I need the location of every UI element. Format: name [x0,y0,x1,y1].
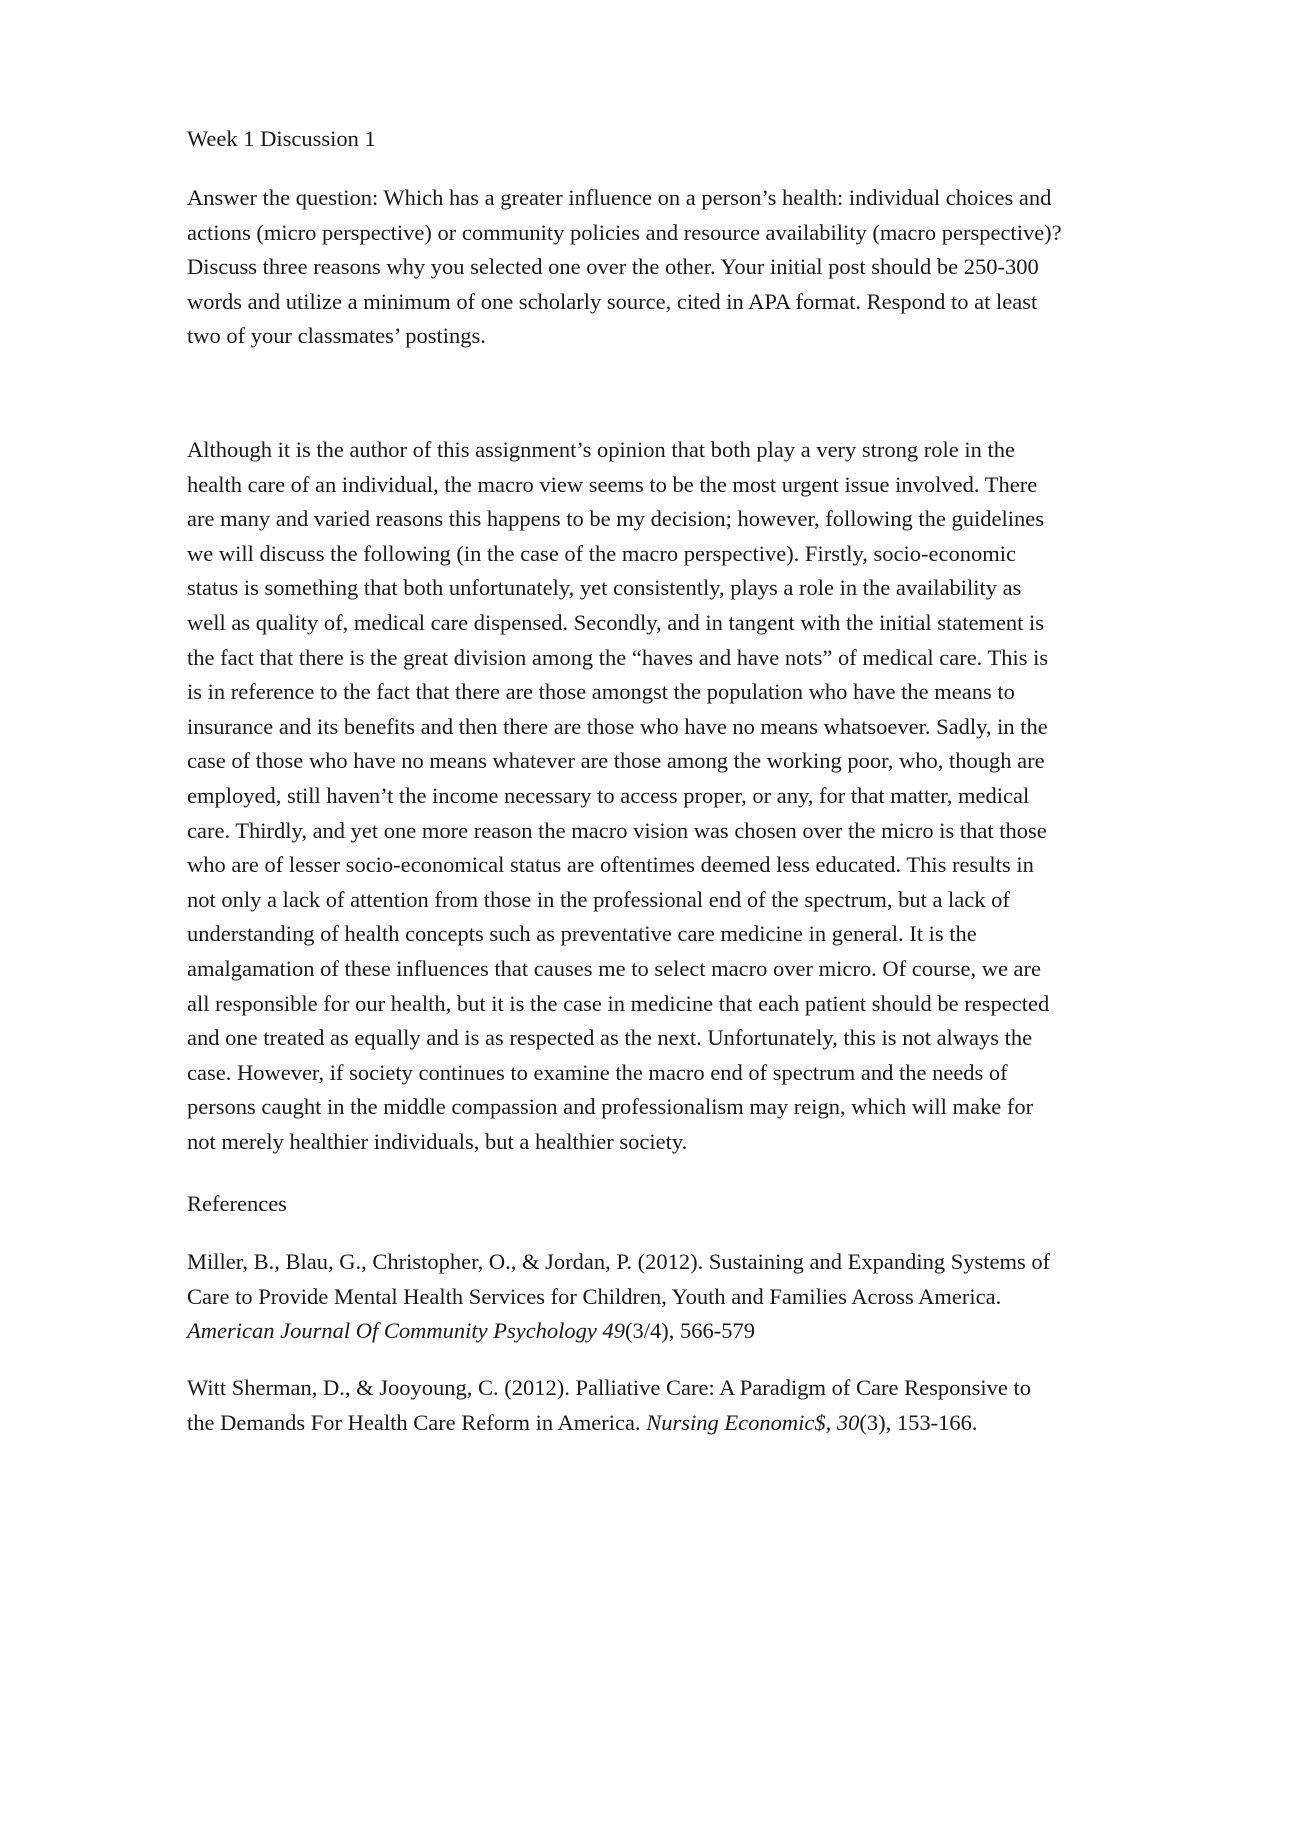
prompt-line: words and utilize a minimum of one scholarly source, cited in APA format. Respond to at least [187,288,1038,314]
answer-line: case of those who have no means whatever are those among the working poor, who, though are [187,748,1045,774]
answer-line: case. However, if society continues to examine the macro end of spectrum and the needs of [187,1059,1008,1085]
answer-line: insurance and its benefits and then there are those who have no means whatsoever. Sadly, in the [187,713,1048,739]
answer-line: status is something that both unfortunately, yet consistently, plays a role in the availability as [187,575,1022,601]
answer-paragraph [187,433,1217,1159]
title-text: Week 1 Discussion 1 [187,126,376,151]
references-heading [187,1187,1217,1222]
reference-issue-pages: (3/4), 566-579 [625,1318,756,1344]
reference-journal: American Journal Of Community Psychology 49 [187,1318,626,1344]
answer-line: all responsible for our health, but it is the case in medicine that each patient should be respected [187,990,1050,1016]
reference-title-end: the Demands For Health Care Reform in America. [187,1409,647,1435]
prompt-line: two of your classmates’ postings. [187,323,486,349]
answer-line: who are of lesser socio-economical status are oftentimes deemed less educated. This results in [187,852,1034,878]
reference-issue-pages: (3), 153-166. [859,1409,978,1435]
answer-line: is in reference to the fact that there are those amongst the population who have the means to [187,679,1015,705]
prompt-paragraph [187,181,1217,354]
prompt-line: Answer the question: Which has a greater influence on a person’s health: individual choices and [187,185,1052,210]
answer-line: we will discuss the following (in the case of the macro perspective). Firstly, socio-economic [187,540,1016,566]
answer-line: employed, still haven’t the income necessary to access proper, or any, for that matter, medical [187,782,1030,808]
prompt-line: Discuss three reasons why you selected one over the other. Your initial post should be 250-300 [187,254,1039,280]
answer-line: health care of an individual, the macro view seems to be the most urgent issue involved. There [187,471,1038,497]
answer-line: are many and varied reasons this happens to be my decision; however, following the guidelines [187,506,1044,532]
answer-line: amalgamation of these influences that causes me to select macro over micro. Of course, we are [187,955,1042,981]
reference-line [187,1406,1217,1441]
reference-line [187,1314,1217,1349]
reference-line: Witt Sherman, D., & Jooyoung, C. (2012). Palliative Care: A Paradigm of Care Responsive to [187,1375,1031,1400]
answer-line: Although it is the author of this assignment’s opinion that both play a very strong role in the [187,437,1016,462]
reference-line: Miller, B., Blau, G., Christopher, O., & Jordan, P. (2012). Sustaining and Expanding Systems of [187,1249,1051,1274]
answer-line: persons caught in the middle compassion and professionalism may reign, which will make for [187,1094,1034,1120]
reference-entry [187,1245,1217,1349]
answer-line: well as quality of, medical care dispensed. Secondly, and in tangent with the initial statement is [187,609,1045,635]
answer-line: the fact that there is the great division among the “haves and have nots” of medical care. This is [187,644,1049,670]
answer-line: understanding of health concepts such as preventative care medicine in general. It is the [187,921,977,947]
references-heading-text: References [187,1191,287,1216]
reference-journal: Nursing Economic$, 30 [646,1409,860,1435]
reference-line: Care to Provide Mental Health Services for Children, Youth and Families Across America. [187,1283,1002,1309]
prompt-line: actions (micro perspective) or community policies and resource availability (macro perspective)? [187,219,1062,245]
answer-line: not merely healthier individuals, but a healthier society. [187,1128,688,1154]
reference-entry [187,1371,1217,1440]
answer-line: and one treated as equally and is as respected as the next. Unfortunately, this is not always the [187,1025,1033,1051]
answer-line: not only a lack of attention from those in the professional end of the spectrum, but a lack of [187,886,1010,912]
answer-line: care. Thirdly, and yet one more reason the macro vision was chosen over the micro is that those [187,817,1047,843]
document-title [187,122,1217,157]
